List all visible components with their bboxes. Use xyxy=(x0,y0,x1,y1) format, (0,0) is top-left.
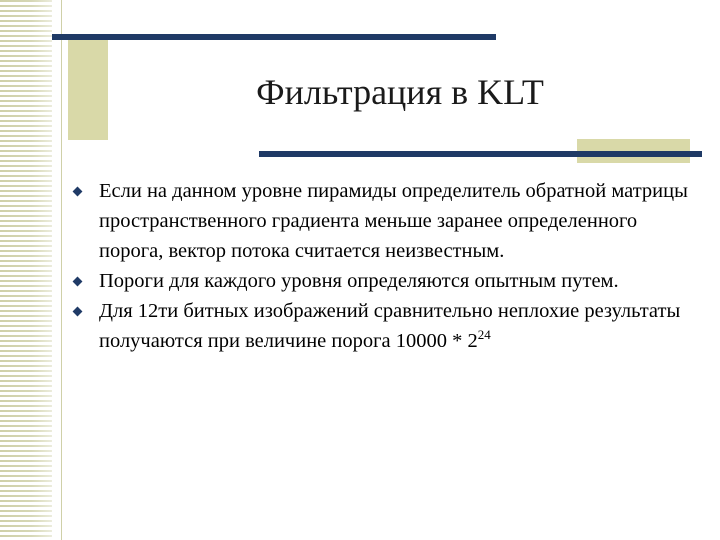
bullet-item xyxy=(72,176,702,266)
exponent-superscript: 24 xyxy=(477,327,491,342)
title-top-rule xyxy=(52,34,496,40)
diamond-bullet-icon xyxy=(73,307,83,317)
slide-title: Фильтрация в KLT xyxy=(256,72,544,112)
bullet-text: Если на данном уровне пирамиды определитель обратной матрицы пространственного градиента меньше заранее определенного порога, вектор потока считается неизвестным. xyxy=(99,180,688,262)
bullet-item xyxy=(72,296,702,356)
bullet-text: Для 12ти битных изображений сравнительно неплохие результаты получаются при величине порога 10000 * 2 xyxy=(99,300,681,352)
striped-border-fade xyxy=(0,0,52,540)
diamond-bullet-icon xyxy=(73,187,83,197)
bullet-text: Пороги для каждого уровня определяются опытным путем. xyxy=(99,270,619,292)
bullet-item xyxy=(72,266,702,296)
diamond-bullet-icon xyxy=(73,277,83,287)
left-vertical-rule xyxy=(61,0,62,540)
title-accent-block-left xyxy=(68,40,108,140)
bullet-list xyxy=(72,176,702,356)
title-bottom-rule xyxy=(259,151,702,157)
